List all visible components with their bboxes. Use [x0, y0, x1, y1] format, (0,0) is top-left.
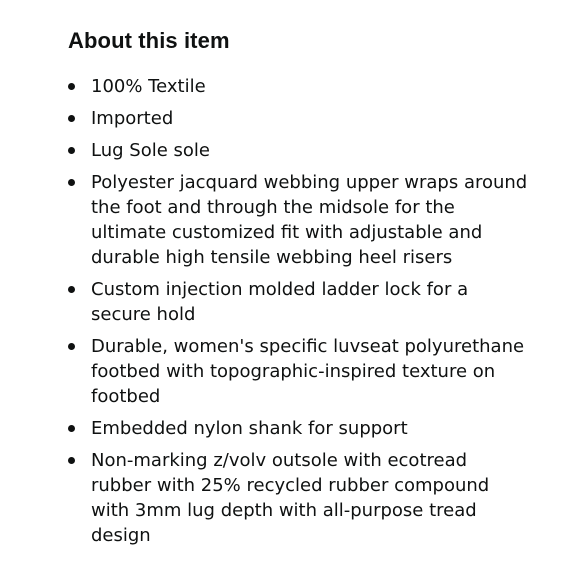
section-title: About this item — [68, 28, 230, 53]
list-item-text: Non-marking z/volv outsole with ecotread rubber with 25% recycled rubber compound with 3mm lug depth with all-purpose tread design — [91, 450, 490, 546]
list-item-text: Imported — [91, 108, 174, 129]
list-item — [68, 170, 531, 270]
bullet-dot-icon — [68, 343, 75, 350]
bullet-dot-icon — [68, 147, 75, 154]
bullet-dot-icon — [68, 179, 75, 186]
list-item — [68, 277, 531, 327]
list-item-text: Lug Sole sole — [91, 140, 210, 161]
feature-bullet-list — [68, 74, 540, 548]
bullet-dot-icon — [68, 457, 75, 464]
bullet-dot-icon — [68, 286, 75, 293]
list-item-text: Embedded nylon shank for support — [91, 418, 408, 439]
bullet-dot-icon — [68, 425, 75, 432]
bullet-dot-icon — [68, 115, 75, 122]
list-item — [68, 106, 531, 131]
list-item — [68, 334, 531, 409]
bullet-dot-icon — [68, 83, 75, 90]
list-item — [68, 416, 531, 441]
list-item-text: Durable, women's specific luvseat polyurethane footbed with topographic-inspired texture on footbed — [91, 336, 525, 407]
list-item — [68, 448, 531, 548]
list-item-text: 100% Textile — [91, 76, 206, 97]
list-item-text: Custom injection molded ladder lock for a secure hold — [91, 279, 469, 325]
list-item-text: Polyester jacquard webbing upper wraps around the foot and through the midsole for the ultimate customized fit with adjustable and durable high tensile webbing heel risers — [91, 172, 528, 268]
list-item — [68, 74, 531, 99]
list-item — [68, 138, 531, 163]
